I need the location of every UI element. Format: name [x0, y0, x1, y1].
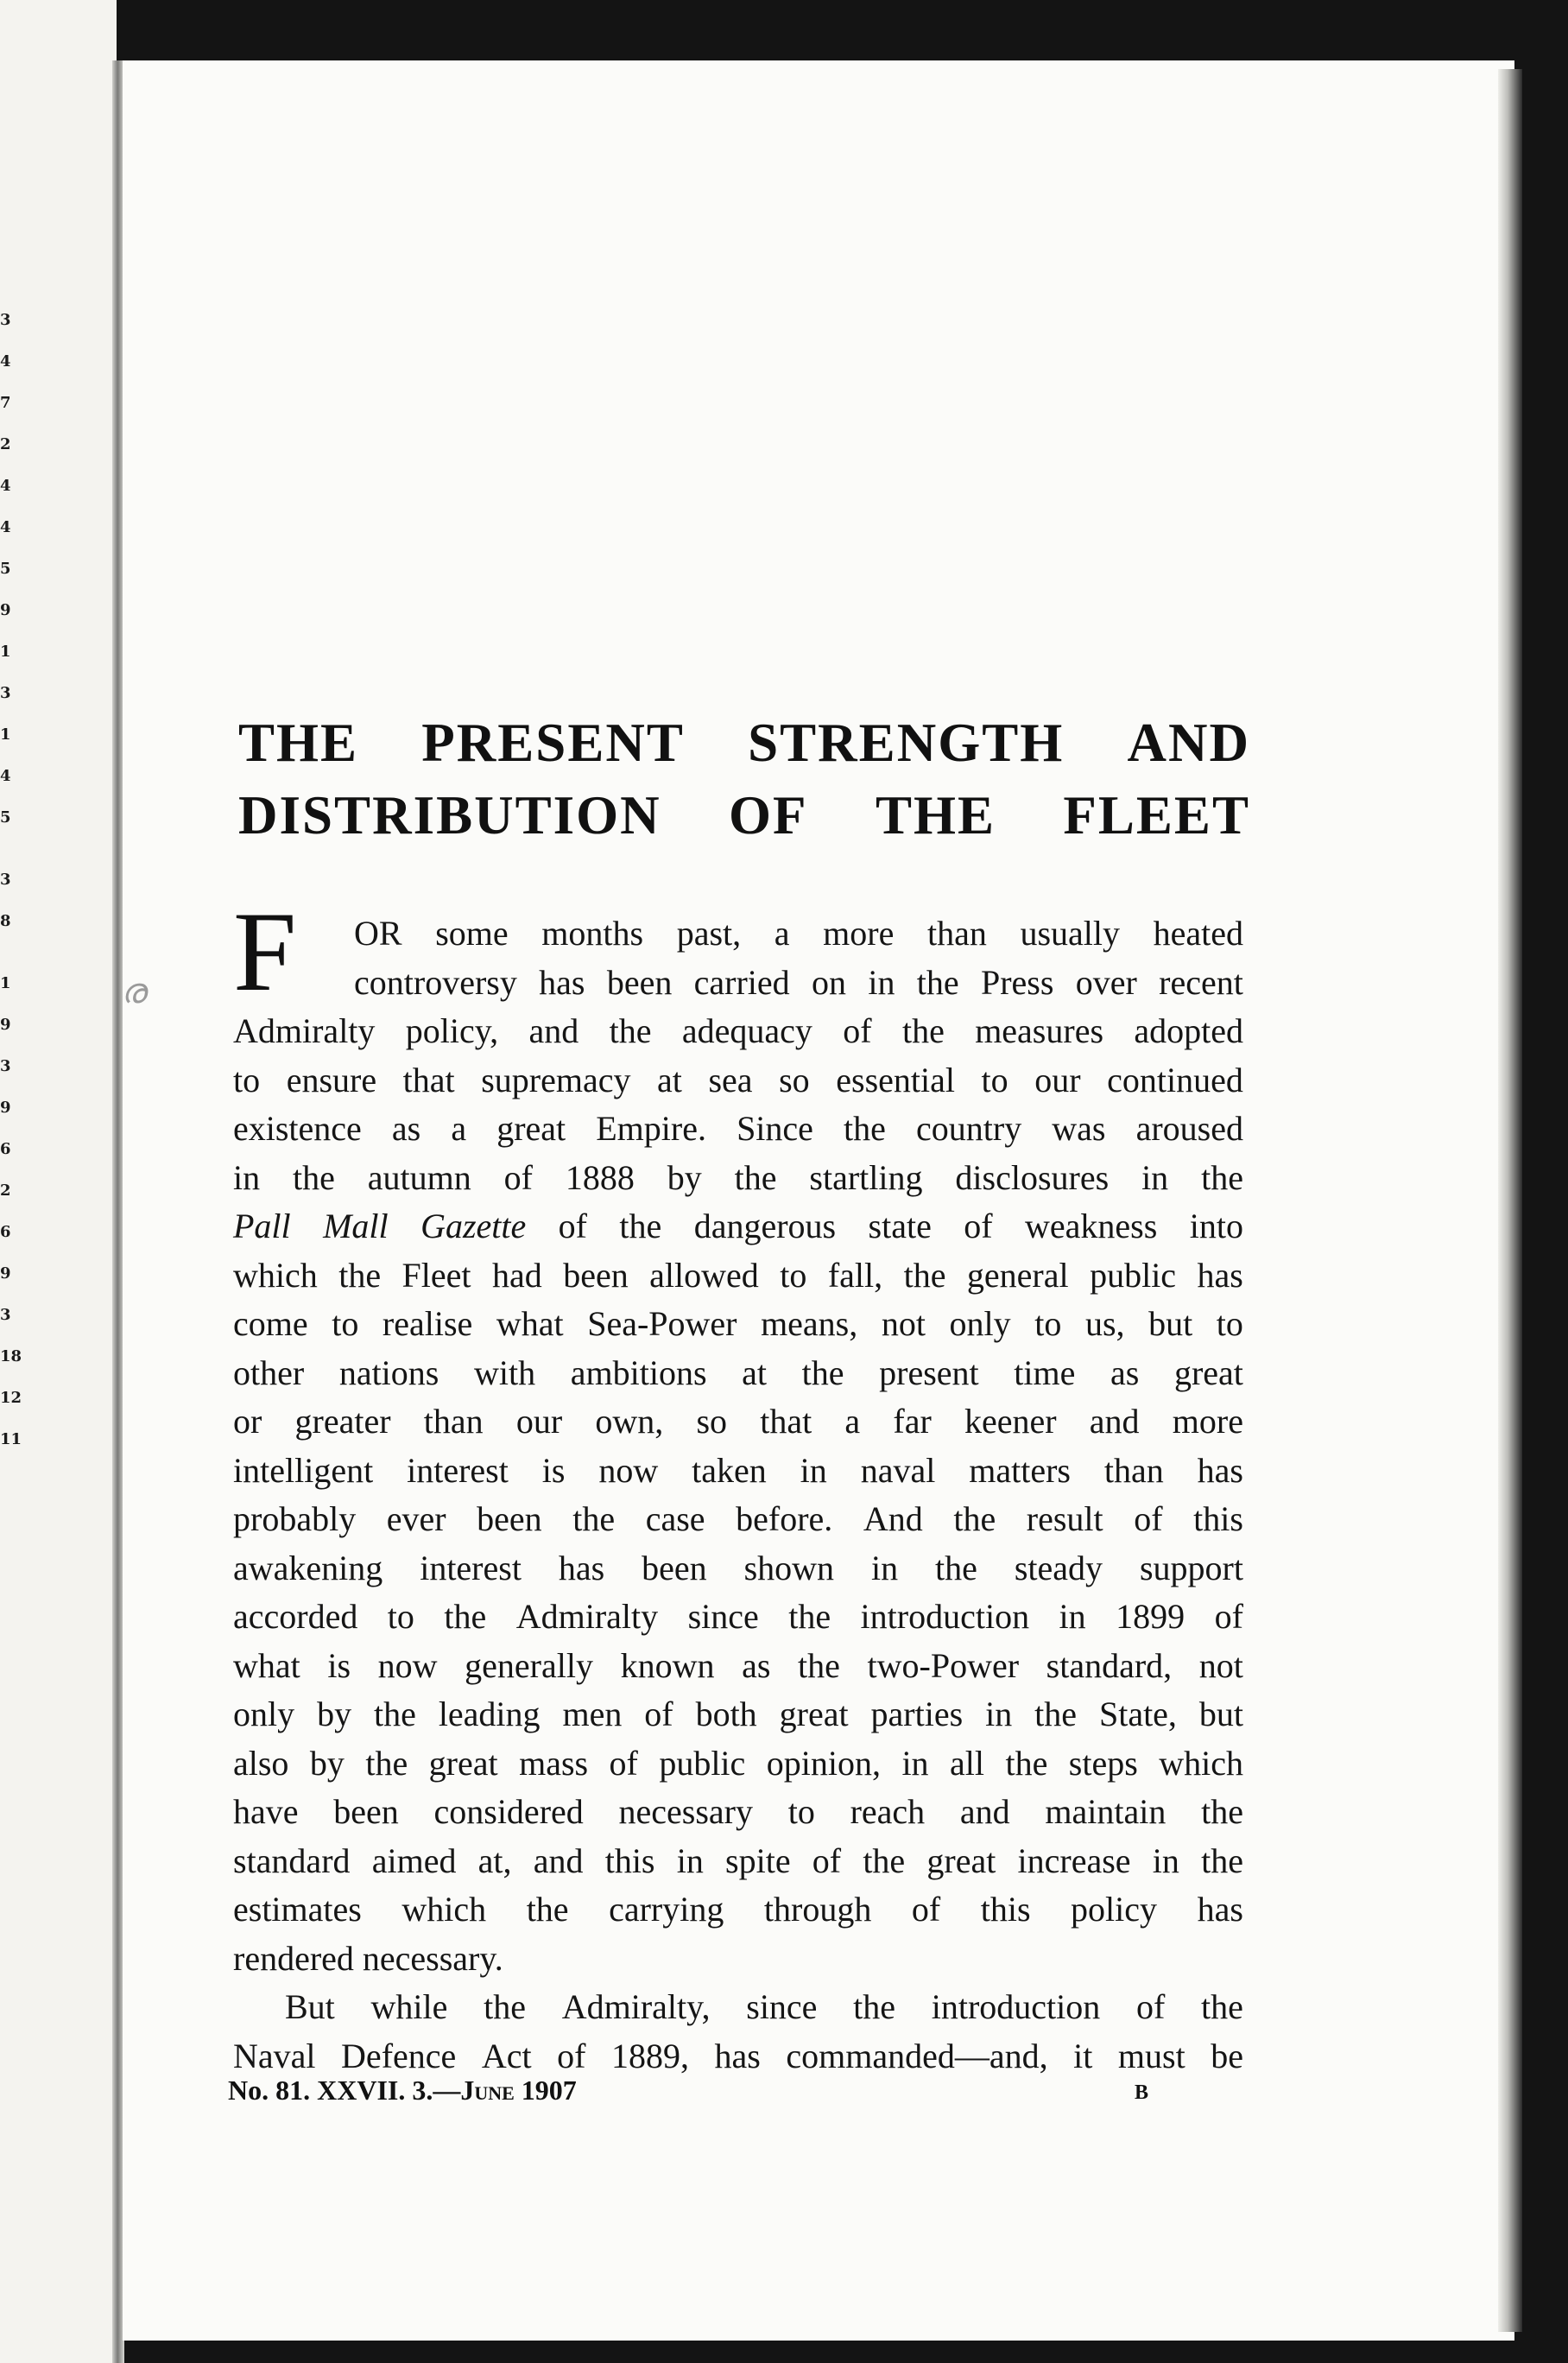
- title-word: OF: [729, 785, 808, 846]
- title-word: DISTRIBUTION: [238, 785, 661, 846]
- margin-number: 4: [0, 352, 11, 371]
- drop-cap: F: [233, 888, 297, 1015]
- text-line: have been considered necessary to reach and maintain the: [233, 1792, 1243, 1831]
- margin-number: 7: [0, 394, 11, 412]
- text-line: come to realise what Sea-Power means, not only to us, but to: [233, 1304, 1243, 1343]
- page-edge: [1498, 69, 1522, 2332]
- margin-number: 3: [0, 1306, 11, 1324]
- margin-number: 4: [0, 477, 11, 495]
- text-line: existence as a great Empire. Since the country was aroused: [233, 1109, 1243, 1148]
- text-line: OR some months past, a more than usually heated: [354, 914, 1243, 953]
- margin-number: 12: [0, 1389, 22, 1407]
- title-word: THE: [238, 713, 359, 773]
- margin-number: 5: [0, 560, 11, 578]
- margin-number: 6: [0, 1140, 11, 1158]
- text-line: which the Fleet had been allowed to fall, the general public has: [233, 1255, 1243, 1295]
- title-word: FLEET: [1063, 785, 1250, 846]
- text-line: But while the Admiralty, since the introduction of the: [285, 1987, 1243, 2026]
- text-line: or greater than our own, so that a far keener and more: [233, 1402, 1243, 1441]
- title-line: [238, 779, 1250, 852]
- text-line: probably ever been the case before. And the result of this: [233, 1499, 1243, 1538]
- margin-number: 4: [0, 518, 11, 536]
- footer-issue-line: No. 81. XXVII. 3.—June 1907: [228, 2075, 577, 2106]
- text-line: to ensure that supremacy at sea so essential to our continued: [233, 1060, 1243, 1099]
- margin-number: 4: [0, 767, 11, 785]
- title-line: [238, 706, 1250, 779]
- article-body: [233, 909, 1243, 2081]
- margin-number: 1: [0, 725, 11, 744]
- text-line: awakening interest has been shown in the steady support: [233, 1548, 1243, 1587]
- text-line: what is now generally known as the two-Power standard, not: [233, 1645, 1243, 1685]
- margin-number: 8: [0, 912, 11, 930]
- title-word: PRESENT: [421, 713, 685, 773]
- signature-mark: B: [1135, 2081, 1149, 2104]
- text-line: controversy has been carried on in the Press over recent: [354, 962, 1243, 1002]
- margin-number: 9: [0, 601, 11, 619]
- margin-number: 1: [0, 643, 11, 661]
- text-line: Pall Mall Gazette of the dangerous state of weakness into: [233, 1207, 1243, 1245]
- text-line: standard aimed at, and this in spite of the great increase in the: [233, 1840, 1243, 1880]
- text-line: Admiralty policy, and the adequacy of the measures adopted: [233, 1011, 1243, 1050]
- text-line: accorded to the Admiralty since the introduction in 1899 of: [233, 1597, 1243, 1636]
- text-line: only by the leading men of both great parties in the State, but: [233, 1695, 1243, 1733]
- margin-number: 3: [0, 311, 11, 329]
- text-line: in the autumn of 1888 by the startling disclosures in the: [233, 1157, 1243, 1197]
- margin-number: 9: [0, 1264, 11, 1283]
- text-line: other nations with ambitions at the present time as great: [233, 1353, 1243, 1392]
- margin-number: 3: [0, 1057, 11, 1075]
- margin-number: 2: [0, 435, 11, 453]
- margin-number: 9: [0, 1016, 11, 1034]
- margin-number: 5: [0, 808, 11, 827]
- margin-number: 18: [0, 1347, 22, 1365]
- margin-number: 3: [0, 871, 11, 889]
- article-title: [238, 706, 1250, 852]
- text-line: rendered necessary.: [233, 1938, 503, 1978]
- title-word: AND: [1127, 713, 1250, 773]
- text-line: estimates which the carrying through of this policy has: [233, 1890, 1243, 1929]
- margin-number: 11: [0, 1430, 22, 1448]
- text-line: also by the great mass of public opinion, in all the steps which: [233, 1743, 1243, 1783]
- margin-number: 6: [0, 1223, 11, 1241]
- pencil-mark: ര: [121, 972, 146, 1011]
- margin-number: 1: [0, 974, 11, 992]
- title-word: THE: [875, 785, 996, 846]
- margin-number: 2: [0, 1182, 11, 1200]
- title-word: STRENGTH: [748, 713, 1065, 773]
- adjacent-page: [0, 0, 117, 2363]
- margin-number: 3: [0, 684, 11, 702]
- margin-number: 9: [0, 1099, 11, 1117]
- text-line: Naval Defence Act of 1889, has commanded—and, it must be: [233, 2036, 1243, 2075]
- text-line: intelligent interest is now taken in naval matters than has: [233, 1450, 1243, 1490]
